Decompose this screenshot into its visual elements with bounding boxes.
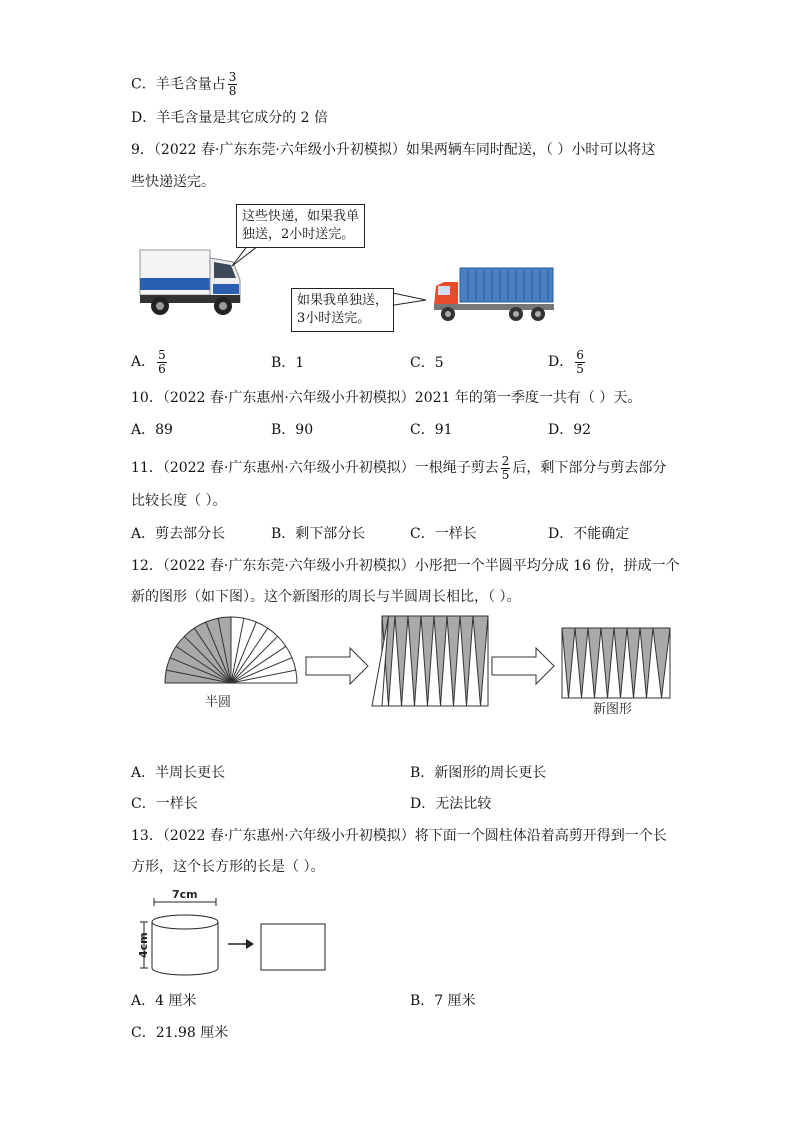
q8-option-d: D．羊毛含量是其它成分的 2 倍 bbox=[131, 110, 329, 126]
q12-stem-line1: 12．（2022 春·广东东莞·六年级小升初模拟）小彤把一个半圆平均分成 16 份，拼成一个 bbox=[131, 558, 680, 574]
fraction: $\frac{6}{5}$ bbox=[576, 347, 584, 376]
q11-option-d: D．不能确定 bbox=[548, 526, 630, 542]
q13-option-c: C．21.98 厘米 bbox=[131, 1025, 229, 1041]
q12-option-b: B．新图形的周长更长 bbox=[410, 765, 547, 781]
q12-option-a: A．半周长更长 bbox=[131, 765, 226, 781]
arrow-right-icon bbox=[306, 648, 368, 684]
q12-option-d: D．无法比较 bbox=[410, 796, 492, 812]
fraction: $\frac{2}{5}$ bbox=[501, 453, 510, 482]
q12-option-c: C．一样长 bbox=[131, 796, 198, 812]
q11-option-a: A．剪去部分长 bbox=[131, 526, 226, 542]
height-label: 4cm bbox=[137, 932, 150, 958]
q13-option-b: B．7 厘米 bbox=[410, 993, 476, 1009]
cylinder-to-rectangle-figure bbox=[132, 886, 332, 978]
q11-stem-line2: 比较长度（ ）。 bbox=[131, 493, 227, 509]
diameter-label: 7cm bbox=[172, 888, 198, 901]
red-truck-speech-bubble: 如果我单独送， 3小时送完。 bbox=[291, 288, 394, 332]
semicircle-rearrangement-figure bbox=[160, 612, 680, 722]
white-truck-speech-bubble: 这些快递，如果我单 独送，2小时送完。 bbox=[236, 204, 365, 248]
q11-stem-line1: 11．（2022 春·广东惠州·六年级小升初模拟）一根绳子剪去 $\frac{2}{5}$ 后，剩下部分与剪去部分 bbox=[131, 453, 667, 482]
q9-option-a: A． $\frac{5}{6}$ bbox=[131, 347, 166, 376]
q11-option-c: C．一样长 bbox=[410, 526, 477, 542]
arrow-right-icon bbox=[492, 648, 554, 684]
cylinder bbox=[152, 915, 218, 975]
q12-stem-line2: 新的图形（如下图）。这个新图形的周长与半圆周长相比，（ ）。 bbox=[131, 589, 521, 605]
q13-stem-line2: 方形，这个长方形的长是（ ）。 bbox=[131, 859, 325, 875]
q13-option-a: A．4 厘米 bbox=[131, 993, 197, 1009]
rectangle bbox=[261, 924, 325, 970]
q9-stem-line2: 些快递送完。 bbox=[131, 174, 215, 190]
q10-option-b: B．90 bbox=[271, 422, 314, 438]
fraction: $\frac{5}{6}$ bbox=[158, 347, 166, 376]
q8-option-c: C．羊毛含量占 $\frac{3}{8}$ bbox=[131, 70, 237, 98]
q10-stem: 10．（2022 春·广东惠州·六年级小升初模拟）2021 年的第一季度一共有（ ）天。 bbox=[131, 390, 642, 406]
q9-stem-line1: 9．（2022 春·广东东莞·六年级小升初模拟）如果两辆车同时配送，（ ）小时可以将这 bbox=[131, 142, 656, 158]
q11-option-b: B．剩下部分长 bbox=[271, 526, 366, 542]
zigzag-figure-1 bbox=[372, 616, 488, 706]
q10-option-d: D．92 bbox=[548, 422, 592, 438]
q9-option-b: B．1 bbox=[271, 355, 305, 371]
zigzag-figure-2 bbox=[562, 628, 670, 698]
white-truck-illustration bbox=[135, 240, 245, 320]
new-shape-label: 新图形 bbox=[593, 702, 633, 717]
q10-option-c: C．91 bbox=[410, 422, 453, 438]
q13-stem-line1: 13．（2022 春·广东惠州·六年级小升初模拟）将下面一个圆柱体沿着高剪开得到一个长 bbox=[131, 828, 667, 844]
q9-option-d: D． $\frac{6}{5}$ bbox=[548, 347, 584, 376]
q9-option-c: C．5 bbox=[410, 355, 444, 371]
semicircle bbox=[165, 617, 297, 683]
q10-option-a: A．89 bbox=[131, 422, 173, 438]
container-truck-illustration bbox=[432, 266, 557, 324]
fraction: $\frac{3}{8}$ bbox=[228, 70, 237, 98]
semicircle-label: 半圆 bbox=[205, 695, 232, 710]
